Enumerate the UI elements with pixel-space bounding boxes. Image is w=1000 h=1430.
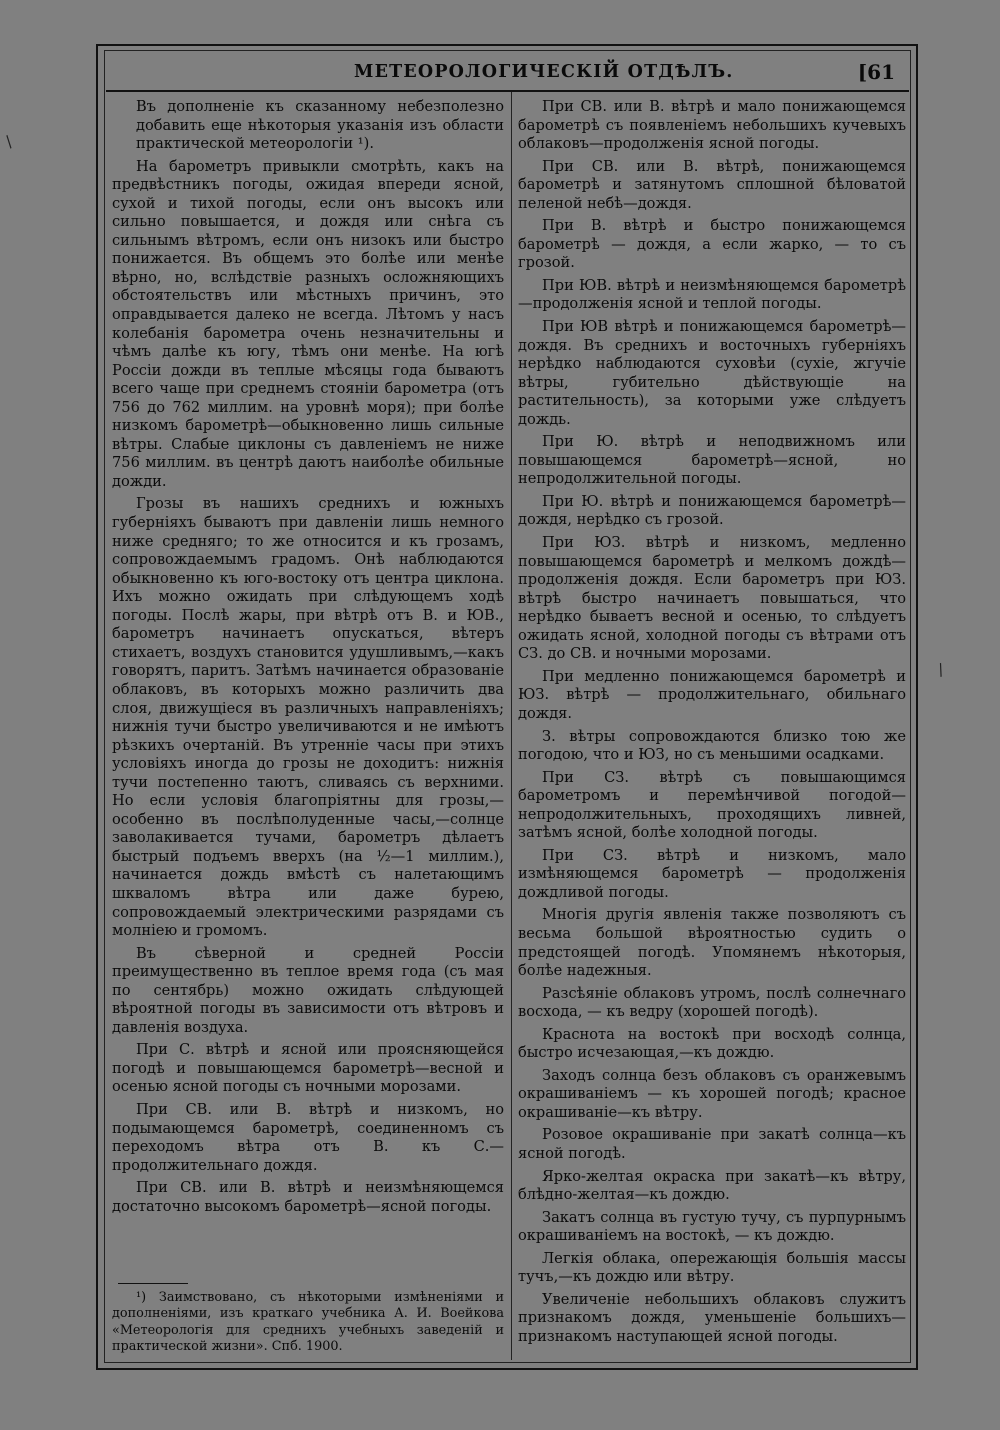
- paragraph: Ярко-желтая окраска при закатѣ—къ вѣтру, блѣдно-желтая—къ дождю.: [518, 1167, 906, 1204]
- column-divider: [511, 92, 512, 1360]
- paragraph: Въ сѣверной и средней Россіи преимущественно въ теплое время года (съ мая по сентябрь) можно ожидать слѣдующей вѣроятной погоды въ зависимости отъ вѣтровъ и давленія воздуха.: [112, 944, 504, 1036]
- right-column: [518, 98, 906, 1346]
- paragraph: Въ дополненіе къ сказанному небезполезно добавить еще нѣкоторыя указанія изъ области практической метеорологіи ¹).: [136, 98, 504, 153]
- paragraph: При СВ. или В. вѣтрѣ и низкомъ, но подымающемся барометрѣ, соединенномъ съ переходомъ вѣтра отъ В. къ С.—продолжительнаго дождя.: [112, 1100, 504, 1174]
- footnote: [112, 1290, 504, 1356]
- section-title: МЕТЕОРОЛОГИЧЕСКІЙ ОТДѢЛЪ.: [354, 62, 734, 82]
- paragraph: На барометръ привыкли смотрѣть, какъ на предвѣстникъ погоды, ожидая впереди ясной, сухой и тихой погоды, если онъ высокъ или сильно повышается, и дождя или снѣга съ сильнымъ вѣтромъ, если онъ низокъ или быстро понижается. Въ общемъ это болѣе или менѣе вѣрно, но, вслѣдствіе разныхъ осложняющихъ обстоятельствъ или мѣстныхъ причинъ, это оправдывается далеко не всегда. Лѣтомъ у насъ колебанія барометра очень незначительны и чѣмъ далѣе къ югу, тѣмъ они менѣе. На югѣ Россіи дожди въ теплые мѣсяцы года бываютъ всего чаще при среднемъ стояніи барометра (отъ 756 до 762 миллим. на уровнѣ моря); при болѣе низкомъ барометрѣ—обыкновенно лишь сильные вѣтры. Слабые циклоны съ давленіемъ не ниже 756 миллим. въ центрѣ даютъ наиболѣе обильные дожди.: [112, 157, 504, 490]
- paragraph: Легкія облака, опережающія большія массы тучъ,—къ дождю или вѣтру.: [518, 1249, 906, 1286]
- paragraph: При С. вѣтрѣ и ясной или проясняющейся погодѣ и повышающемся барометрѣ—весной и осенью ясной погоды съ ночными морозами.: [112, 1041, 504, 1096]
- paragraph: При СВ. или В. вѣтрѣ и мало понижающемся барометрѣ съ появленіемъ небольшихъ кучевыхъ облаковъ—продолженія ясной погоды.: [518, 98, 906, 153]
- paragraph: Розовое окрашиваніе при закатѣ солнца—къ ясной погодѣ.: [518, 1126, 906, 1162]
- left-column: [112, 98, 504, 1216]
- paragraph: При СВ. или В. вѣтрѣ, понижающемся барометрѣ и затянутомъ сплошной бѣловатой пеленой небѣ—дождя.: [518, 157, 906, 212]
- scan-mark: /: [1, 132, 17, 151]
- paragraph: При ЮВ. вѣтрѣ и неизмѣняющемся барометрѣ—продолженія ясной и теплой погоды.: [518, 276, 906, 313]
- paragraph: При ЮЗ. вѣтрѣ и низкомъ, медленно повышающемся барометрѣ и мелкомъ дождѣ—продолженія дождя. Если барометръ при ЮЗ. вѣтрѣ быстро начинаетъ повышаться, что нерѣдко бываетъ весной и осенью, то слѣдуетъ ожидать ясной, холодной погоды съ вѣтрами отъ СЗ. до СВ. и ночными морозами.: [518, 534, 906, 663]
- paragraph: Закатъ солнца въ густую тучу, съ пурпурнымъ окрашиваніемъ на востокѣ, — къ дождю.: [518, 1208, 906, 1245]
- paragraph: При медленно понижающемся барометрѣ и ЮЗ. вѣтрѣ — продолжительнаго, обильнаго дождя.: [518, 667, 906, 722]
- paragraph: Грозы въ нашихъ среднихъ и южныхъ губерніяхъ бываютъ при давленіи лишь немного ниже средняго; то же относится и къ грозамъ, сопровождаемымъ градомъ. Онѣ наблюдаются обыкновенно къ юго-востоку отъ центра циклона. Ихъ можно ожидать при слѣдующемъ ходѣ погоды. Послѣ жары, при вѣтрѣ отъ В. и ЮВ., барометръ начинаетъ опускаться, вѣтеръ стихаетъ, воздухъ становится удушливымъ,—какъ говорятъ, паритъ. Затѣмъ начинается образованіе облаковъ, въ которыхъ можно различить два слоя, движущіеся въ различныхъ направленіяхъ; нижнія тучи быстро увеличиваются и не имѣютъ рѣзкихъ очертаній. Въ утренніе часы при этихъ условіяхъ иногда до грозы не доходитъ: нижнія тучи постепенно таютъ, сливаясь съ верхними. Но если условія благопріятны для грозы,—особенно въ послѣполуденные часы,—солнце заволакивается тучами, барометръ дѣлаетъ быстрый подъемъ вверхъ (на ½—1 миллим.), начинается дождь вмѣстѣ съ налетающимъ шкваломъ вѣтра или даже бурею, сопровождаемый электрическими разрядами съ молніею и громомъ.: [112, 495, 504, 940]
- paragraph: Многія другія явленія также позволяютъ съ весьма большой вѣроятностью судить о предстоящей погодѣ. Упомянемъ нѣкоторыя, болѣе надежныя.: [518, 906, 906, 980]
- paragraph: При ЮВ вѣтрѣ и понижающемся барометрѣ—дождя. Въ среднихъ и восточныхъ губерніяхъ нерѣдко наблюдаются суховѣи (сухіе, жгучіе вѣтры, губительно дѣйствующіе на растительность), за которыми уже слѣдуетъ дождь.: [518, 318, 906, 428]
- paragraph: При Ю. вѣтрѣ и понижающемся барометрѣ—дождя, нерѣдко съ грозой.: [518, 492, 906, 529]
- paragraph: При В. вѣтрѣ и быстро понижающемся барометрѣ — дождя, а если жарко, — то съ грозой.: [518, 217, 906, 272]
- paragraph: З. вѣтры сопровождаются близко тою же погодою, что и ЮЗ, но съ меньшими осадками.: [518, 727, 906, 764]
- paragraph: При СЗ. вѣтрѣ и низкомъ, мало измѣняющемся барометрѣ — продолженія дождливой погоды.: [518, 846, 906, 901]
- footnote-text: ¹) Заимствовано, съ нѣкоторыми измѣненіями и дополненіями, изъ краткаго учебника А. И. Воейкова «Метеорологія для среднихъ учебныхъ заведеній и практической жизни». Спб. 1900.: [112, 1290, 504, 1355]
- running-header: [106, 56, 909, 92]
- paragraph: При СВ. или В. вѣтрѣ и неизмѣняющемся достаточно высокомъ барометрѣ—ясной погоды.: [112, 1179, 504, 1215]
- footnote-rule: [118, 1283, 188, 1284]
- paragraph: Заходъ солнца безъ облаковъ съ оранжевымъ окрашиваніемъ — къ хорошей погодѣ; красное окрашиваніе—къ вѣтру.: [518, 1066, 906, 1121]
- scan-mark: /: [934, 659, 947, 680]
- paragraph: Разсѣяніе облаковъ утромъ, послѣ солнечнаго восхода, — къ ведру (хорошей погодѣ).: [518, 984, 906, 1021]
- header-rule: [106, 90, 909, 92]
- paragraph: При СЗ. вѣтрѣ съ повышающимся барометромъ и перемѣнчивой погодой—непродолжительныхъ, проходящихъ ливней, затѣмъ ясной, болѣе холодной погоды.: [518, 768, 906, 842]
- paragraph: При Ю. вѣтрѣ и неподвижномъ или повышающемся барометрѣ—ясной, но непродолжительной погоды.: [518, 433, 906, 488]
- page-number: [61: [857, 60, 895, 84]
- paragraph: Увеличеніе небольшихъ облаковъ служитъ признакомъ дождя, уменьшеніе большихъ—признакомъ наступающей ясной погоды.: [518, 1290, 906, 1345]
- paragraph: Краснота на востокѣ при восходѣ солнца, быстро исчезающая,—къ дождю.: [518, 1025, 906, 1062]
